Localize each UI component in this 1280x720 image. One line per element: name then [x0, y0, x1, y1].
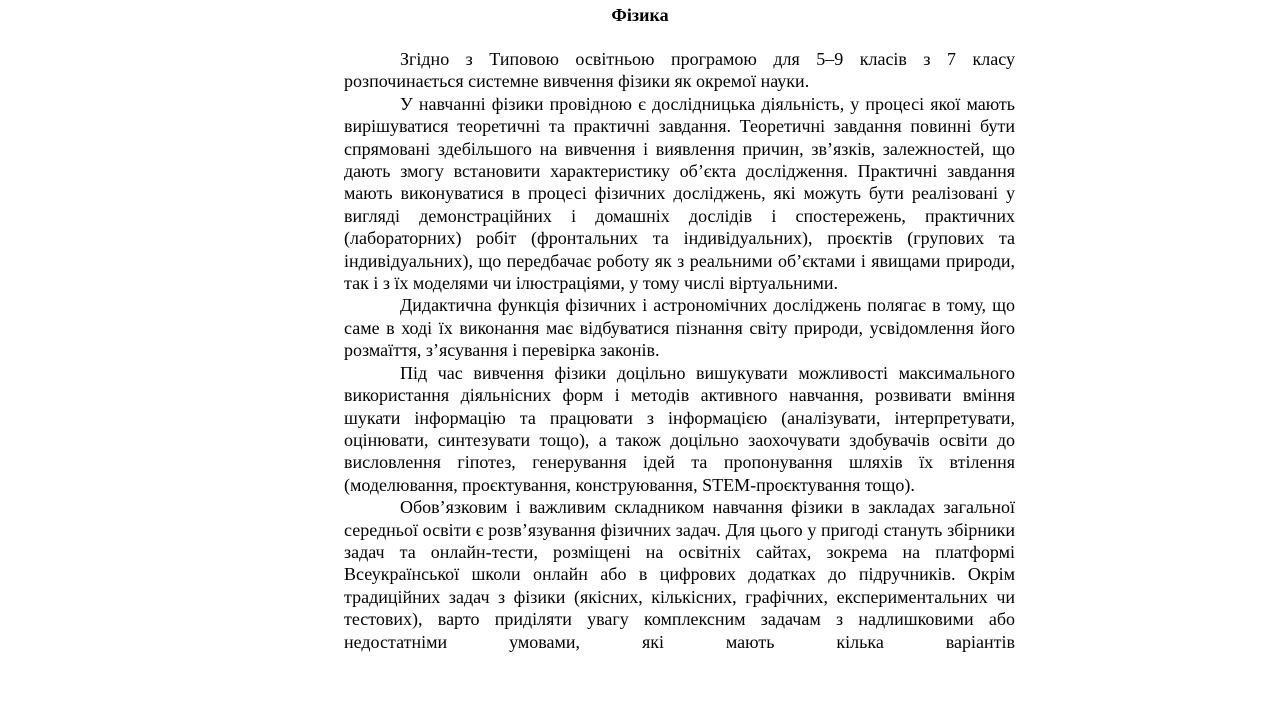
- page-title: Фізика: [611, 5, 669, 25]
- document-body: [344, 48, 1015, 653]
- paragraph: Обов’язковим і важливим складником навчання фізики в закладах загальної середньої освіти є розв’язування фізичних задач. Для цього у пригоді стануть збірники задач та онлайн-тести, розміщені на освітніх сайтах, зокрема на платформі Всеукраїнської школи онлайн або в цифрових додатках до підручників. Окрім традиційних задач з фізики (якісних, кількісних, графічних, експериментальних чи тестових), варто приділяти увагу комплексним задачам з надлишковими або недостатніми умовами, які мають кілька варіантів: [344, 497, 1015, 652]
- paragraph: Під час вивчення фізики доцільно вишукувати можливості максимального використання діяльнісних форм і методів активного навчання, розвивати вміння шукати інформацію та працювати з інформацією (аналізувати, інтерпретувати, оцінювати, синтезувати тощо), а також доцільно заохочувати здобувачів освіти до висловлення гіпотез, генерування ідей та пропонування шляхів їх втілення (моделювання, проєктування, конструювання, STEM-проєктування тощо).: [344, 362, 1015, 495]
- paragraph: У навчанні фізики провідною є дослідницька діяльність, у процесі якої мають вирішуватися теоретичні та практичні завдання. Теоретичні завдання повинні бути спрямовані здебільшого на вивчення і виявлення причин, зв’язків, залежностей, що дають змогу встановити характеристику об’єкта дослідження. Практичні завдання мають виконуватися в процесі фізичних досліджень, які можуть бути реалізовані у вигляді демонстраційних і домашніх дослідів і спостережень, практичних (лабораторних) робіт (фронтальних та індивідуальних), проєктів (групових та індивідуальних), що передбачає роботу як з реальними об’єктами і явищами природи, так і з їх моделями чи ілюстраціями, у тому числі віртуальними.: [344, 93, 1015, 294]
- paragraph: Дидактична функція фізичних і астрономічних досліджень полягає в тому, що саме в ході їх виконання має відбуватися пізнання світу природи, усвідомлення його розмаїття, з’ясування і перевірка законів.: [344, 295, 1015, 361]
- paragraph: Згідно з Типовою освітньою програмою для 5–9 класів з 7 класу розпочинається системне вивчення фізики як окремої науки.: [344, 49, 1015, 92]
